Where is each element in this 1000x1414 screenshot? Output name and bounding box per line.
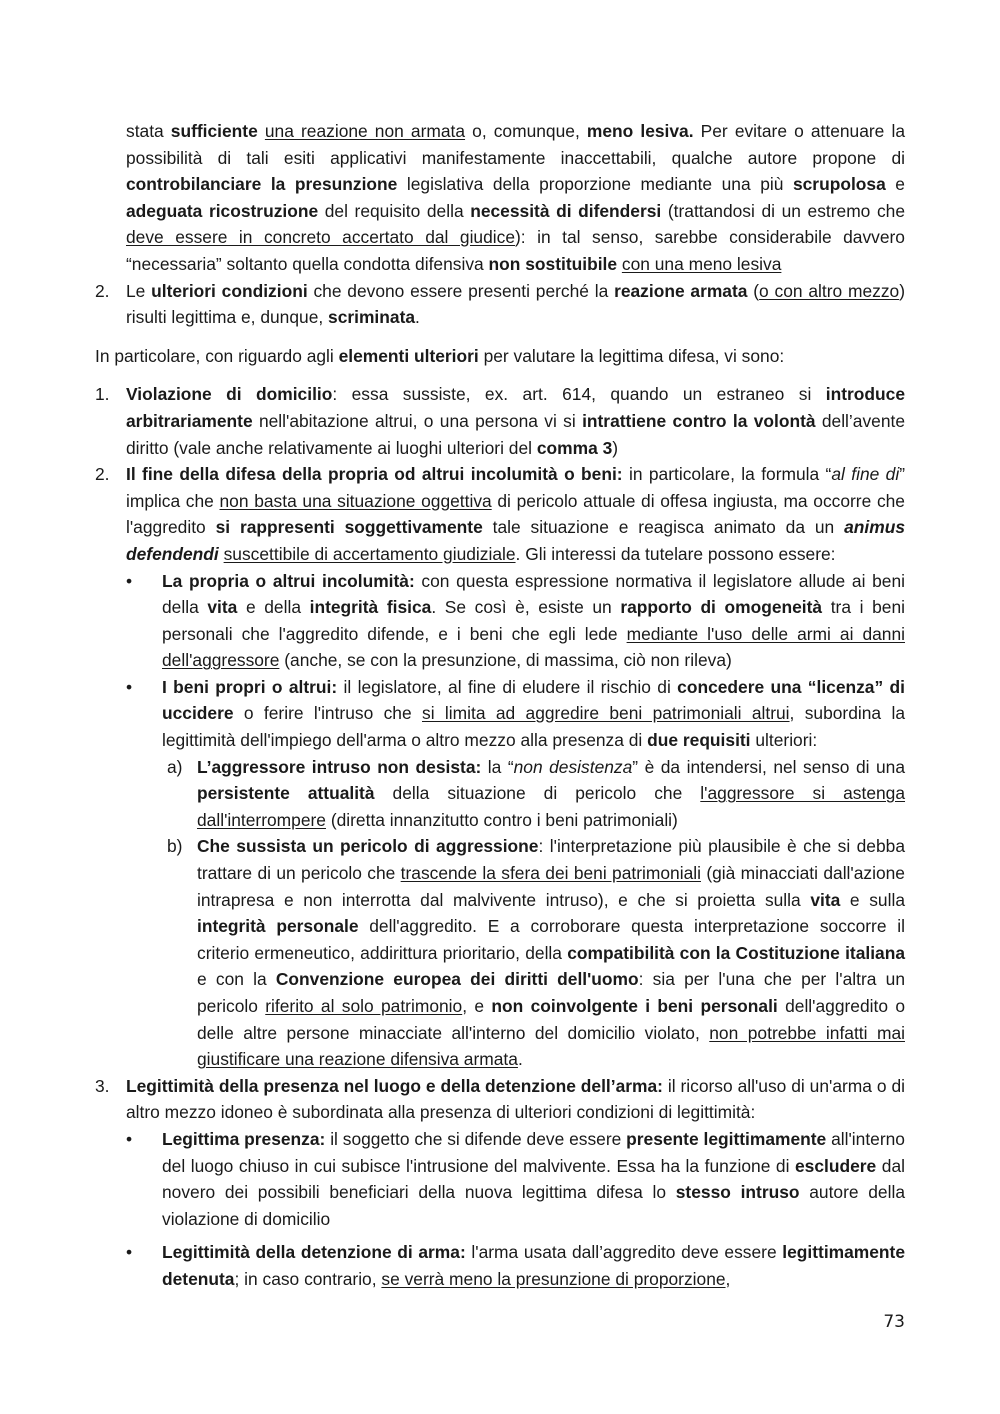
list-number: 1. bbox=[95, 384, 110, 405]
list-number: 2. bbox=[95, 280, 110, 301]
bullet-beni: • I beni propri o altrui: il legislatore, al fine di eludere il rischio di concedere una “licenza” di uccidere o ferire l'intruso che si limita ad aggredire beni patrimoniali altrui, subordina la legittimità dell'impiego dell'arma o altro mezzo alla presenza di due requisiti ulteriori: bbox=[95, 674, 905, 754]
page-body bbox=[95, 118, 905, 1293]
bullet-detenzione-arma: • Legittimità della detenzione di arma: l'arma usata dall’aggredito deve essere legittimamente detenuta; in caso contrario, se verrà meno la presunzione di proporzione, bbox=[95, 1239, 905, 1292]
continuation-paragraph: stata sufficiente una reazione non armata o, comunque, meno lesiva. Per evitare o attenuare la possibilità di tali esiti applicativi manifestamente inaccettabili, qualche autore propone di controbilanciare la presunzione legislativa della proporzione mediante una più scrupolosa e adeguata ricostruzione del requisito della necessità di difendersi (trattandosi di un estremo che deve essere in concreto accertato dal giudice): in tal senso, sarebbe considerabile davvero “necessaria” soltanto quella condotta difensiva non sostituibile con una meno lesiva bbox=[126, 121, 905, 274]
list-number: 3. bbox=[95, 1075, 110, 1096]
list-item-violazione-domicilio: 1. Violazione di domicilio: essa sussiste, ex. art. 614, quando un estraneo si introduce arbitrariamente nell'abitazione altrui, o una persona vi si intrattiene contro la volontà dell’avente diritto (vale anche relativamente ai luoghi ulteriori del comma 3) bbox=[95, 381, 905, 461]
intro-paragraph: In particolare, con riguardo agli elementi ulteriori per valutare la legittima difesa, vi sono: bbox=[95, 345, 785, 366]
bullet-dot: • bbox=[126, 570, 133, 591]
list-number: 2. bbox=[95, 464, 110, 485]
list-item-2-conditions: 2. Le ulteriori condizioni che devono essere presenti perché la reazione armata (o con altro mezzo) risulti legittima e, dunque, scriminata. bbox=[95, 278, 905, 331]
list-item-fine-difesa: 2. Il fine della difesa della propria od altrui incolumità o beni: in particolare, la formula “al fine di” implica che non basta una situazione oggettiva di pericolo attuale di offesa ingiusta, ma occorre che l'aggredito si rappresenti soggettivamente tale situazione e reagisca animato da un animus defendendi suscettibile di accertamento giudiziale. Gli interessi da tutelare possono essere: bbox=[95, 461, 905, 567]
bullet-legittima-presenza: • Legittima presenza: il soggetto che si difende deve essere presente legittimamente all'interno del luogo chiuso in cui subisce l'intrusione del malvivente. Essa ha la funzione di escludere dal novero dei possibili beneficiari della nuova legittima difesa lo stesso intruso autore della violazione di domicilio bbox=[95, 1126, 905, 1232]
sub-letter: b) bbox=[167, 836, 183, 857]
bullet-dot: • bbox=[126, 1242, 133, 1263]
sub-letter: a) bbox=[167, 756, 183, 777]
subitem-non-desista: a) L’aggressore intruso non desista: la “non desistenza” è da intendersi, nel senso di una persistente attualità della situazione di pericolo che l'aggressore si astenga dall'interrompere (diretta innanzitutto contro i beni patrimoniali) bbox=[95, 754, 905, 834]
page-number: 73 bbox=[883, 1312, 905, 1332]
list-item-legittimita-presenza: 3. Legittimità della presenza nel luogo e della detenzione dell’arma: il ricorso all'uso di un'arma o di altro mezzo idoneo è subordinata alla presenza di ulteriori condizioni di legittimità: bbox=[95, 1073, 905, 1126]
bullet-dot: • bbox=[126, 1128, 133, 1149]
subitem-pericolo-aggressione: b) Che sussista un pericolo di aggressione: l'interpretazione più plausibile è che si debba trattare di un pericolo che trascende la sfera dei beni patrimoniali (già minacciati dall'azione intrapresa e non interrotta dal malvivente intruso), e che si proietta sulla vita e sulla integrità personale dell'aggredito. E a corroborare questa interpretazione soccorre il criterio ermeneutico, addirittura prioritario, della compatibilità con la Costituzione italiana e con la Convenzione europea dei diritti dell'uomo: sia per l'una che per l'altra un pericolo riferito al solo patrimonio, e non coinvolgente i beni personali dell'aggredito o delle altre persone minacciate all'interno del domicilio violato, non potrebbe infatti mai giustificare una reazione difensiva armata. bbox=[95, 833, 905, 1072]
bullet-dot: • bbox=[126, 676, 133, 697]
bullet-incolumita: • La propria o altrui incolumità: con questa espressione normativa il legislatore allude ai beni della vita e della integrità fisica. Se così è, esiste un rapporto di omogeneità tra i beni personali che l'aggredito difende, e i beni che egli lede mediante l'uso delle armi ai danni dell'aggressore (anche, se con la presunzione, di massima, ciò non rileva) bbox=[95, 568, 905, 674]
